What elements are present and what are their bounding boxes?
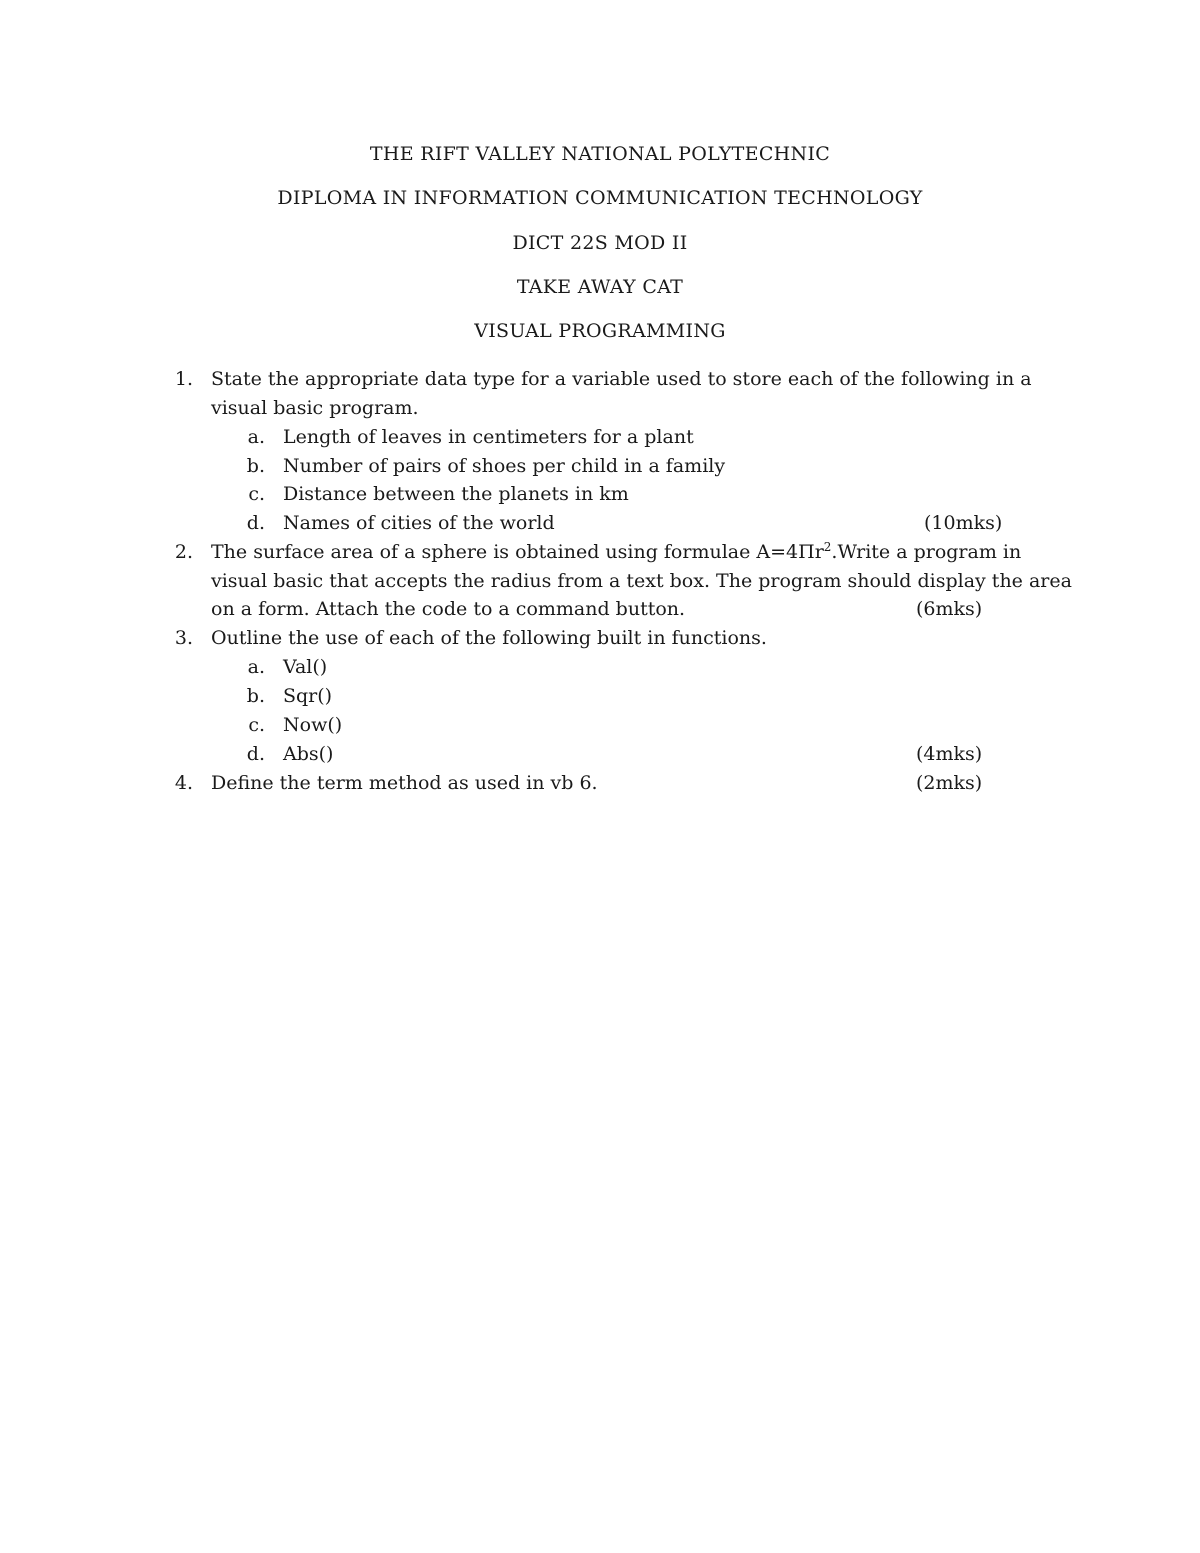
question-text: Outline the use of each of the following built in functions.	[211, 627, 767, 649]
subitem-text: Sqr()	[283, 685, 333, 707]
subitem-text: Distance between the planets in km	[283, 483, 629, 505]
question-text: visual basic that accepts the radius from a text box. The program should display the area	[211, 570, 1072, 592]
question-number: 4.	[174, 772, 193, 794]
subitem-text: Now()	[283, 714, 343, 736]
question-text: visual basic program.	[211, 397, 419, 419]
marks-label: (6mks)	[916, 598, 983, 620]
subitem-label: d.	[246, 743, 265, 765]
subitem-label: b.	[246, 685, 265, 707]
question-text: Define the term method as used in vb 6.	[211, 772, 598, 794]
marks-label: (4mks)	[916, 743, 983, 765]
question-text: State the appropriate data type for a variable used to store each of the following in a	[211, 368, 1032, 390]
subitem-text: Length of leaves in centimeters for a plant	[283, 426, 694, 448]
subitem-text: Abs()	[283, 743, 334, 765]
course-title: DIPLOMA IN INFORMATION COMMUNICATION TECHNOLOGY	[277, 187, 923, 209]
subitem-label: b.	[246, 455, 265, 477]
question-number: 2.	[174, 541, 193, 563]
subitem-text: Val()	[283, 656, 328, 678]
class-code: DICT 22S MOD II	[512, 232, 688, 254]
question-text: The surface area of a sphere is obtained using formulae $A=4\Pi r^2.Write$ a program in	[211, 540, 1022, 563]
question-number: 3.	[174, 627, 193, 649]
subitem-label: a.	[247, 426, 265, 448]
institution-title: THE RIFT VALLEY NATIONAL POLYTECHNIC	[369, 143, 831, 165]
question-text: on a form. Attach the code to a command button.	[211, 598, 686, 620]
subitem-text: Number of pairs of shoes per child in a family	[283, 455, 726, 477]
subitem-label: a.	[247, 656, 265, 678]
subject-title: VISUAL PROGRAMMING	[474, 320, 726, 342]
question-number: 1.	[174, 368, 193, 390]
subitem-label: c.	[248, 483, 265, 505]
marks-label: (10mks)	[924, 512, 1003, 534]
subitem-label: c.	[248, 714, 265, 736]
subitem-label: d.	[246, 512, 265, 534]
marks-label: (2mks)	[916, 772, 983, 794]
subitem-text: Names of cities of the world	[283, 512, 555, 534]
assessment-type: TAKE AWAY CAT	[516, 276, 684, 298]
